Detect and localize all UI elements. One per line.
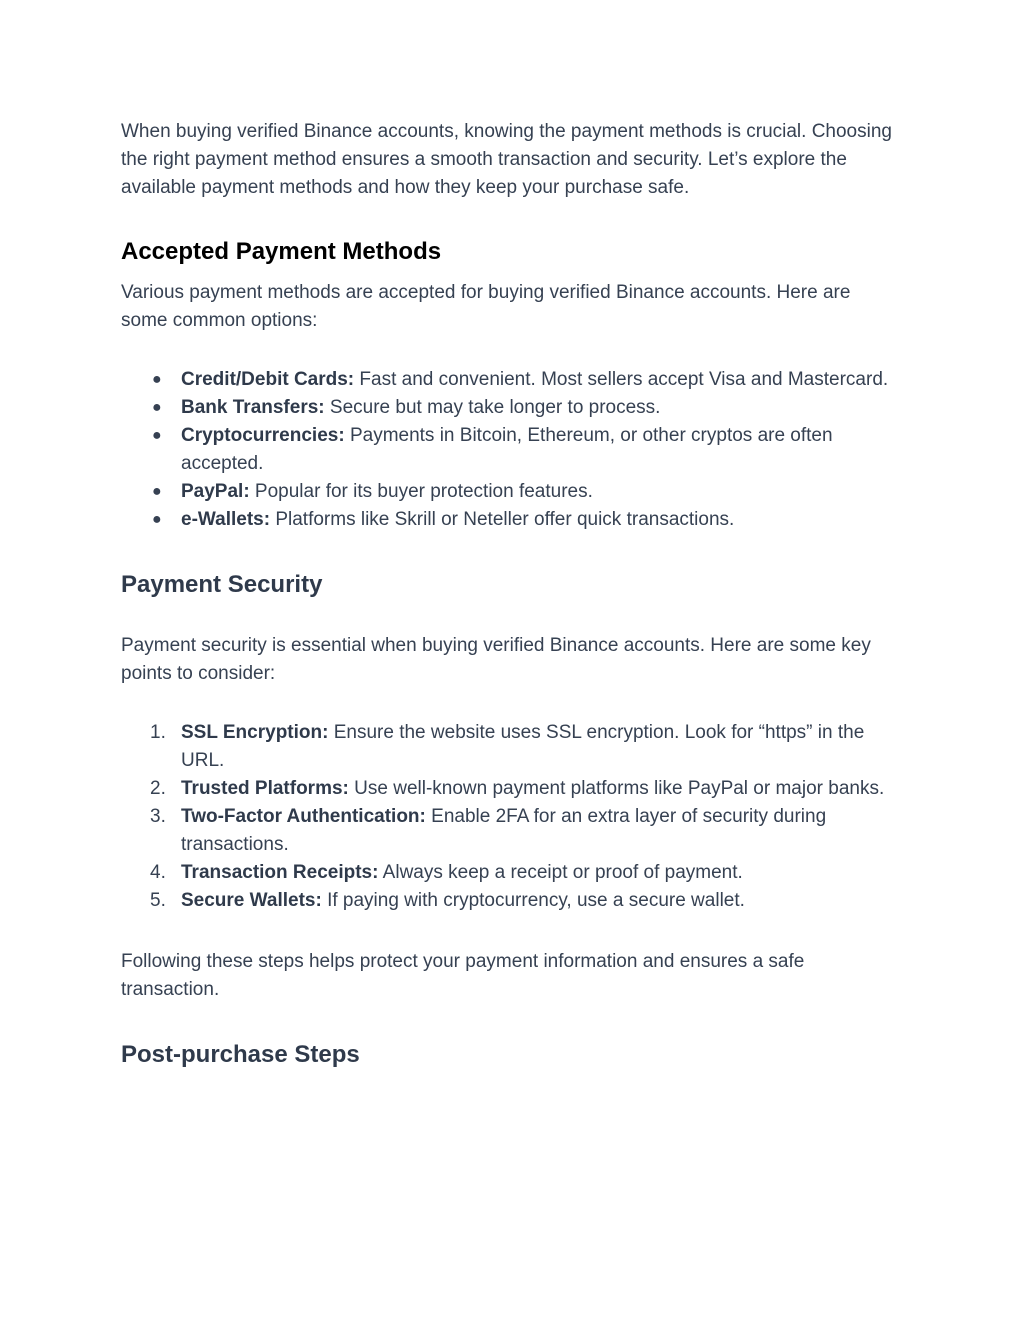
list-item (121, 859, 901, 887)
bullet-icon: ● (152, 399, 162, 416)
payment-security-intro: Payment security is essential when buying verified Binance accounts. Here are some key points to consider: (121, 635, 871, 684)
list-item-text: Popular for its buyer protection features. (249, 481, 593, 502)
list-item (121, 887, 901, 915)
list-item-term: Secure Wallets: (181, 890, 322, 911)
bullet-icon: ● (152, 427, 162, 444)
list-item-text: Ensure the website uses SSL encryption. Look for “https” in the URL. (181, 722, 865, 771)
list-item-number: 2. (150, 778, 166, 799)
list-item-text: Platforms like Skrill or Neteller offer quick transactions. (270, 509, 735, 530)
payment-security-list (121, 719, 901, 915)
payment-security-heading: Payment Security (121, 571, 323, 598)
list-item-number: 1. (150, 722, 166, 743)
list-item (121, 478, 901, 506)
document-page (121, 118, 901, 1071)
list-item-number: 5. (150, 890, 166, 911)
accepted-payment-methods-intro: Various payment methods are accepted for buying verified Binance accounts. Here are some common options: (121, 282, 851, 331)
list-item-term: Credit/Debit Cards: (181, 369, 355, 390)
list-item-text: Secure but may take longer to process. (324, 397, 661, 418)
accepted-payment-methods-heading: Accepted Payment Methods (121, 238, 442, 265)
list-item (121, 775, 901, 803)
list-item (121, 366, 901, 394)
list-item-term: Bank Transfers: (181, 397, 325, 418)
payment-methods-list (121, 366, 901, 534)
list-item-number: 4. (150, 862, 166, 883)
list-item-term: Two-Factor Authentication: (181, 806, 426, 827)
list-item-term: e-Wallets: (181, 509, 271, 530)
payment-security-outro: Following these steps helps protect your payment information and ensures a safe transaction. (121, 951, 805, 1000)
list-item-term: Trusted Platforms: (181, 778, 349, 799)
list-item-term: PayPal: (181, 481, 250, 502)
intro-paragraph: When buying verified Binance accounts, knowing the payment methods is crucial. Choosing the right payment method ensures a smooth transaction and security. Let’s explore the available payment methods and how they keep your purchase safe. (121, 121, 892, 198)
list-item (121, 422, 901, 478)
list-item-text: If paying with cryptocurrency, use a secure wallet. (321, 890, 745, 911)
list-item-term: SSL Encryption: (181, 722, 329, 743)
bullet-icon: ● (152, 511, 162, 528)
list-item-text: Fast and convenient. Most sellers accept Visa and Mastercard. (354, 369, 889, 390)
list-item (121, 719, 901, 775)
list-item (121, 506, 901, 534)
list-item (121, 803, 901, 859)
post-purchase-steps-heading: Post-purchase Steps (121, 1041, 360, 1068)
list-item (121, 394, 901, 422)
list-item-number: 3. (150, 806, 166, 827)
bullet-icon: ● (152, 371, 162, 388)
bullet-icon: ● (152, 483, 162, 500)
list-item-term: Transaction Receipts: (181, 862, 379, 883)
list-item-text: Use well-known payment platforms like PayPal or major banks. (348, 778, 885, 799)
list-item-text: Payments in Bitcoin, Ethereum, or other cryptos are often accepted. (181, 425, 833, 474)
list-item-term: Cryptocurrencies: (181, 425, 345, 446)
list-item-text: Enable 2FA for an extra layer of security during transactions. (181, 806, 827, 855)
list-item-text: Always keep a receipt or proof of payment. (378, 862, 743, 883)
